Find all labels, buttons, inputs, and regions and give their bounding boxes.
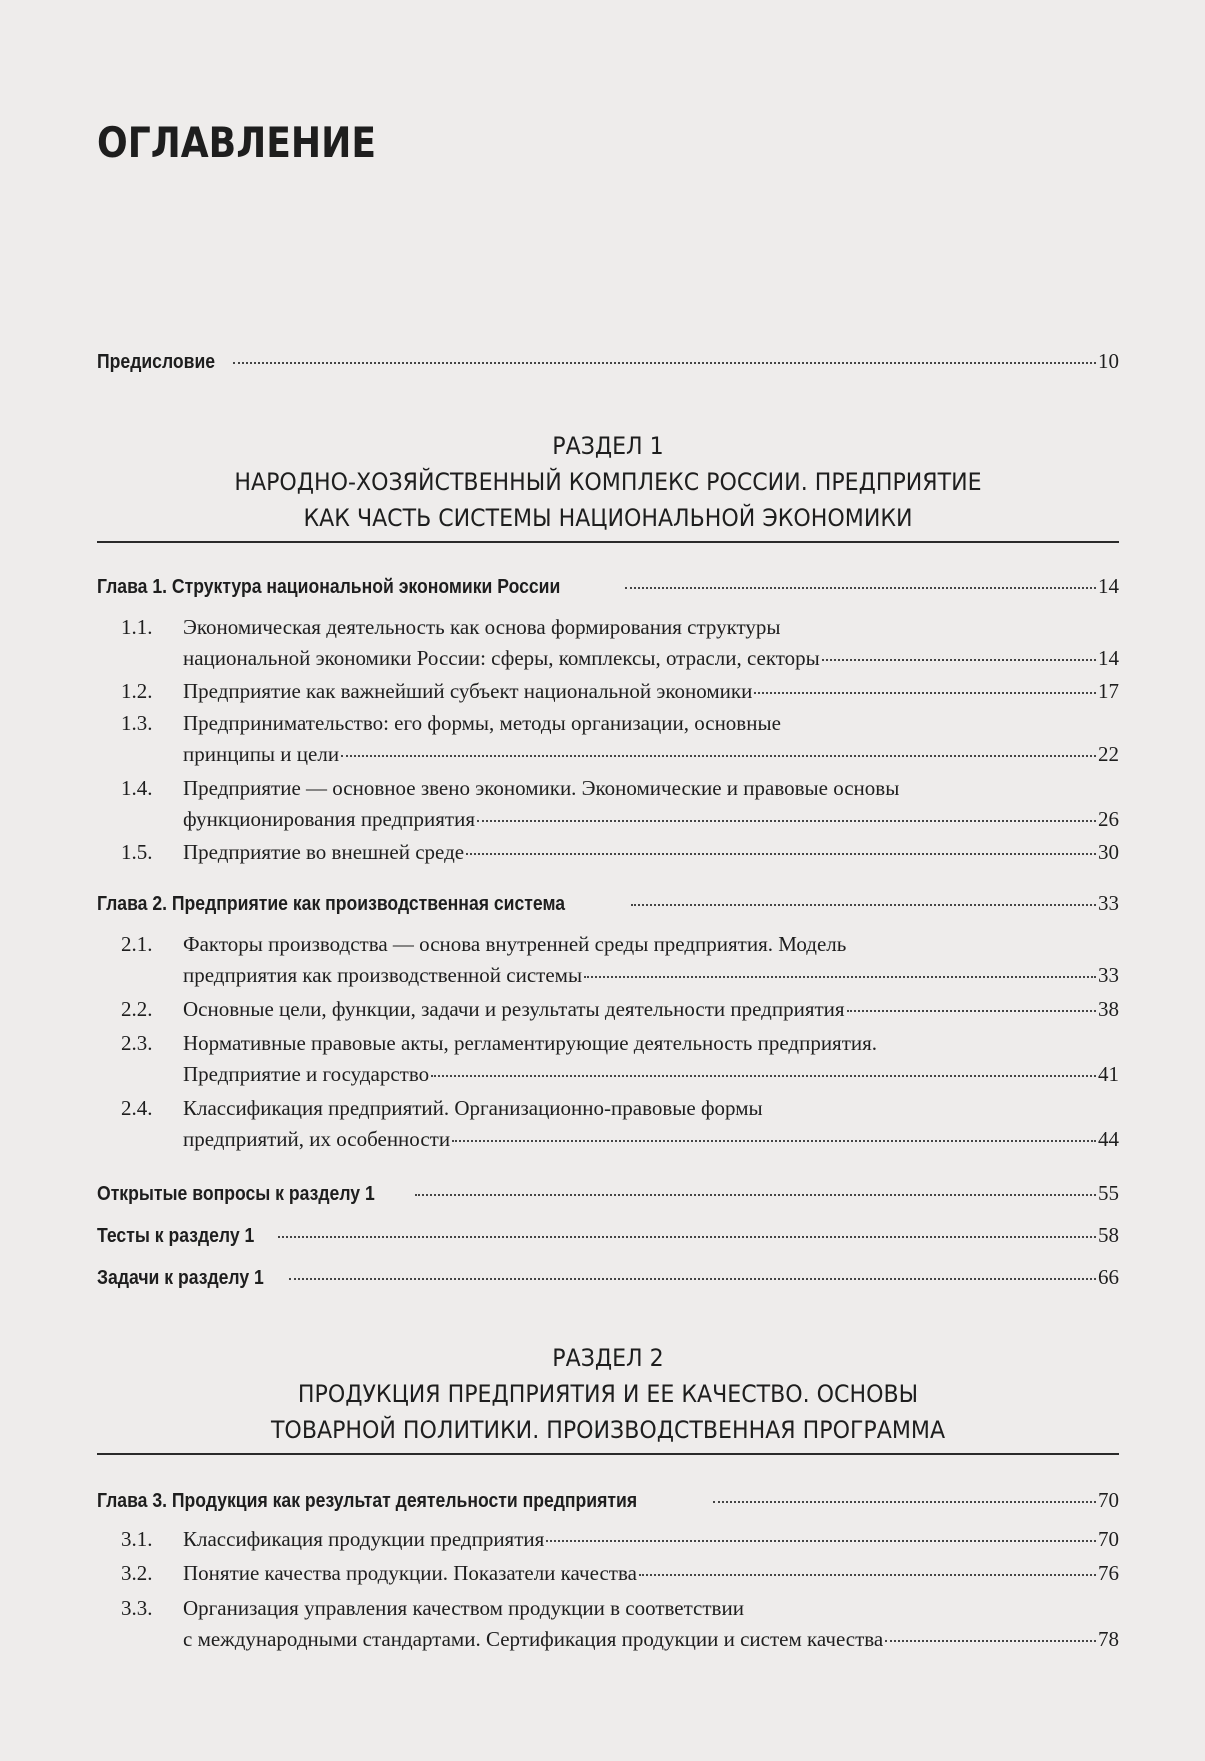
toc-entry-label: Глава 1. Структура национальной экономики России (97, 576, 561, 598)
toc-page-number: 14 (1098, 574, 1119, 598)
section-title-line: ТОВАРНОЙ ПОЛИТИКИ. ПРОИЗВОДСТВЕННАЯ ПРОГРАММА (270, 1416, 946, 1444)
leader-dots (341, 755, 1096, 757)
toc-item-number: 1.5. (121, 840, 153, 864)
leader-dots (713, 1501, 1096, 1503)
toc-item-text[interactable]: Предприятие — основное звено экономики. Экономические и правовые основы (183, 776, 900, 800)
leader-dots (625, 587, 1096, 589)
toc-entry-label: национальной экономики России: сферы, комплексы, отрасли, секторы (183, 646, 820, 670)
toc-entry-2-4[interactable] (183, 1124, 1119, 1154)
section-title-line: КАК ЧАСТЬ СИСТЕМЫ НАЦИОНАЛЬНОЙ ЭКОНОМИКИ (303, 504, 913, 532)
leader-dots (466, 853, 1096, 855)
toc-page-number: 70 (1098, 1488, 1119, 1512)
leader-dots (415, 1194, 1096, 1196)
leader-dots (639, 1574, 1096, 1576)
leader-dots (233, 362, 1096, 364)
toc-entry-label: функционирования предприятия (183, 807, 476, 831)
leader-dots (754, 692, 1096, 694)
toc-item-number: 1.4. (121, 776, 153, 800)
toc-entry-3-1[interactable] (183, 1524, 1119, 1554)
toc-entry-label: Глава 2. Предприятие как производственная система (97, 893, 566, 915)
toc-page-number: 26 (1098, 807, 1119, 831)
toc-page-number: 38 (1098, 997, 1119, 1021)
section-title-line: НАРОДНО-ХОЗЯЙСТВЕННЫЙ КОМПЛЕКС РОССИИ. ПРЕДПРИЯТИЕ (234, 468, 982, 496)
toc-item-text[interactable]: Факторы производства — основа внутренней среды предприятия. Модель (183, 932, 847, 956)
toc-page-number: 55 (1098, 1181, 1119, 1205)
leader-dots (822, 659, 1096, 661)
leader-dots (847, 1010, 1096, 1012)
toc-entry-label: Предприятие во внешней среде (183, 840, 465, 864)
toc-item-text[interactable]: Классификация предприятий. Организационно-правовые формы (183, 1096, 763, 1120)
section-heading: РАЗДЕЛ 1 (552, 432, 664, 460)
toc-entry-label: предприятий, их особенности (183, 1127, 451, 1151)
toc-entry-2-2[interactable] (183, 994, 1119, 1024)
toc-entry-2-1[interactable] (183, 960, 1119, 990)
toc-page-number: 22 (1098, 742, 1119, 766)
section-rule (97, 541, 1119, 543)
leader-dots (477, 820, 1096, 822)
toc-item-text[interactable]: Экономическая деятельность как основа формирования структуры (183, 615, 781, 639)
toc-entry-1-2[interactable] (183, 676, 1119, 706)
toc-entry-label: Глава 3. Продукция как результат деятельности предприятия (97, 1490, 638, 1512)
toc-entry-label: Открытые вопросы к разделу 1 (97, 1183, 375, 1205)
toc-entry-open-questions[interactable] (97, 1178, 1119, 1209)
toc-entry-label: Классификация продукции предприятия (183, 1527, 545, 1551)
toc-entry-label: Предприятие и государство (183, 1062, 430, 1086)
toc-entry-chapter-2[interactable] (97, 888, 1119, 919)
toc-entry-label: принципы и цели (183, 742, 340, 766)
toc-page-number: 14 (1098, 646, 1119, 670)
leader-dots (289, 1278, 1096, 1280)
toc-entry-1-4[interactable] (183, 804, 1119, 834)
toc-entry-label: Основные цели, функции, задачи и результаты деятельности предприятия (183, 997, 845, 1021)
toc-entry-label: Предисловие (97, 351, 216, 373)
toc-entry-1-1[interactable] (183, 643, 1119, 673)
toc-page-number: 41 (1098, 1062, 1119, 1086)
toc-entry-1-5[interactable] (183, 837, 1119, 867)
toc-page-number: 44 (1098, 1127, 1119, 1151)
toc-entry-tests[interactable] (97, 1220, 1119, 1251)
toc-entry-label: предприятия как производственной системы (183, 963, 583, 987)
toc-entry-2-3[interactable] (183, 1059, 1119, 1089)
toc-page-number: 30 (1098, 840, 1119, 864)
page-title: ОГЛАВЛЕНИЕ (97, 118, 377, 167)
toc-entry-label: Предприятие как важнейший субъект национальной экономики (183, 679, 753, 703)
toc-entry-label: Тесты к разделу 1 (97, 1225, 255, 1247)
toc-entry-label: с международными стандартами. Сертификация продукции и систем качества (183, 1627, 884, 1651)
toc-entry-3-3[interactable] (183, 1624, 1119, 1654)
toc-entry-1-3[interactable] (183, 739, 1119, 769)
toc-item-number: 1.1. (121, 615, 153, 639)
leader-dots (631, 904, 1096, 906)
toc-entry-tasks[interactable] (97, 1262, 1119, 1293)
leader-dots (278, 1236, 1096, 1238)
toc-item-text[interactable]: Организация управления качеством продукции в соответствии (183, 1596, 744, 1620)
toc-item-number: 1.3. (121, 711, 153, 735)
toc-item-number: 3.1. (121, 1527, 153, 1551)
toc-page-number: 10 (1098, 349, 1119, 373)
toc-page-number: 17 (1098, 679, 1119, 703)
toc-item-number: 2.4. (121, 1096, 153, 1120)
section-title-line: ПРОДУКЦИЯ ПРЕДПРИЯТИЯ И ЕЕ КАЧЕСТВО. ОСНОВЫ (297, 1380, 919, 1408)
toc-entry-label: Понятие качества продукции. Показатели качества (183, 1561, 637, 1585)
toc-entry-label: Задачи к разделу 1 (97, 1267, 264, 1289)
toc-item-number: 1.2. (121, 679, 153, 703)
toc-page-number: 33 (1098, 963, 1119, 987)
leader-dots (431, 1075, 1096, 1077)
toc-page-number: 70 (1098, 1527, 1119, 1551)
toc-entry-3-2[interactable] (183, 1558, 1119, 1588)
leader-dots (885, 1640, 1096, 1642)
leader-dots (584, 976, 1096, 978)
toc-item-text[interactable]: Предпринимательство: его формы, методы организации, основные (183, 711, 781, 735)
toc-page-number: 66 (1098, 1265, 1119, 1289)
toc-item-number: 2.3. (121, 1031, 153, 1055)
section-rule (97, 1453, 1119, 1455)
toc-item-number: 2.2. (121, 997, 153, 1021)
toc-page-number: 58 (1098, 1223, 1119, 1247)
toc-item-text[interactable]: Нормативные правовые акты, регламентирующие деятельность предприятия. (183, 1031, 878, 1055)
toc-page-number: 33 (1098, 891, 1119, 915)
toc-item-number: 3.3. (121, 1596, 153, 1620)
toc-entry-chapter-3[interactable] (97, 1485, 1119, 1516)
toc-entry-preface[interactable] (97, 346, 1119, 377)
leader-dots (546, 1540, 1096, 1542)
leader-dots (452, 1140, 1096, 1142)
toc-entry-chapter-1[interactable] (97, 571, 1119, 602)
section-heading: РАЗДЕЛ 2 (552, 1344, 664, 1372)
toc-page-number: 76 (1098, 1561, 1119, 1585)
toc-page-number: 78 (1098, 1627, 1119, 1651)
toc-item-number: 2.1. (121, 932, 153, 956)
toc-item-number: 3.2. (121, 1561, 153, 1585)
